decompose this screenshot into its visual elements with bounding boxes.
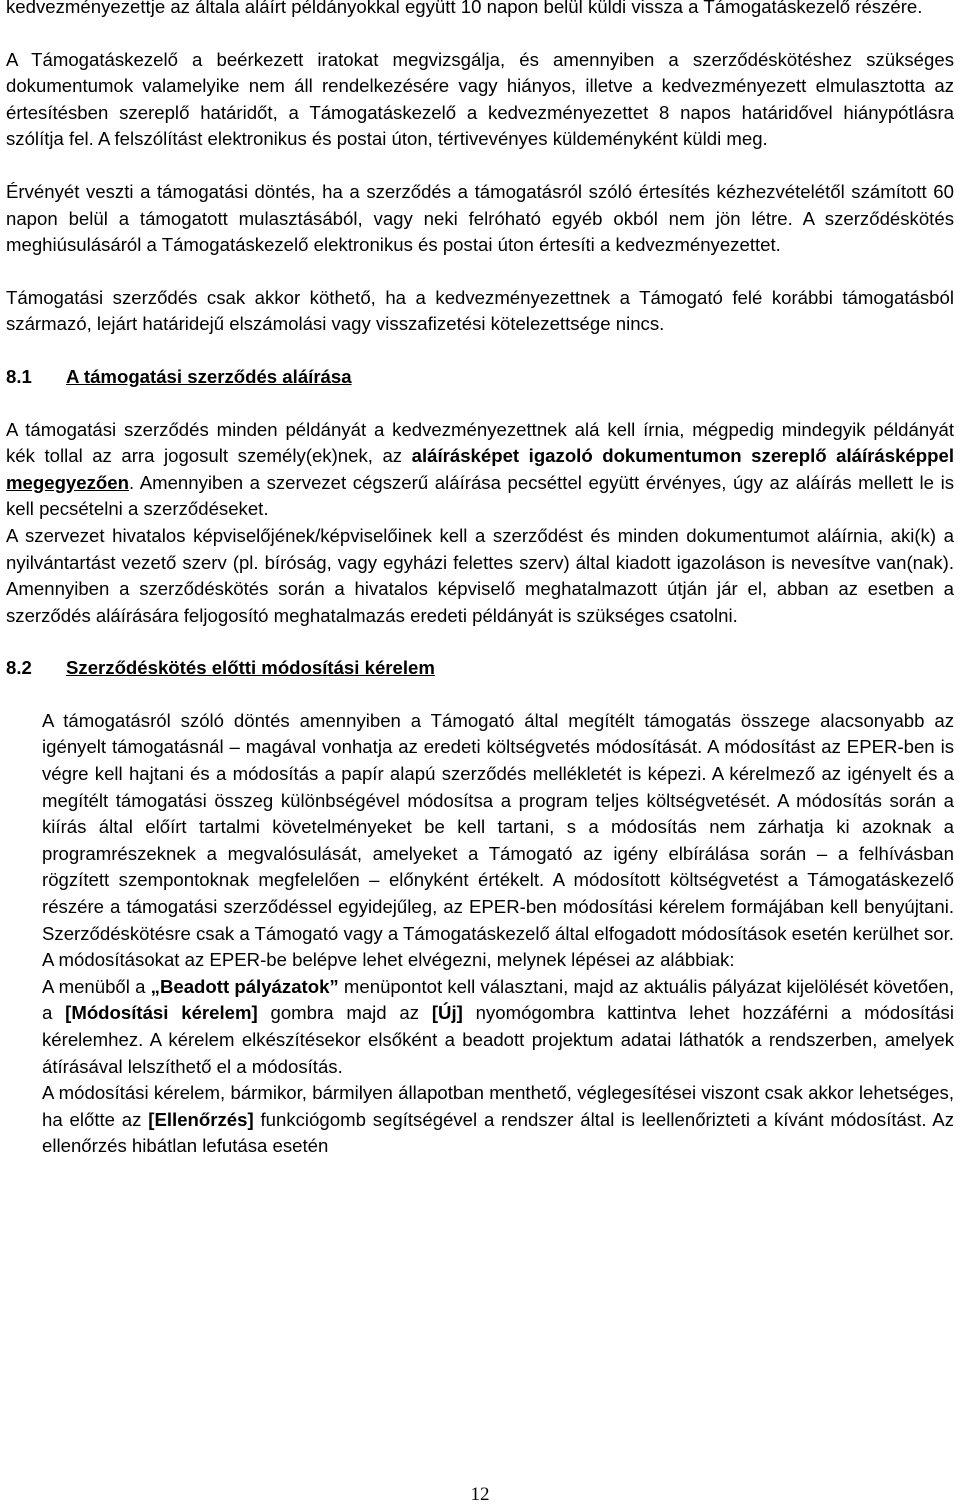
paragraph-decision-void: Érvényét veszti a támogatási döntés, ha a szerződés a támogatásról szóló értesítés kézhezvételétől számított 60 napon belül a támogatott mulasztásából, vagy neki felróható egyéb okból nem jön létre. A szerződéskötés meghiúsulásáról a Támogatáskezelő elektronikus és postai úton értesíti a kedvezményezettet. xyxy=(6,180,954,256)
section-heading-8-1 xyxy=(6,364,954,391)
text-run: A támogatási szerződés minden példányát a kedvezményezettnek alá kell írnia, mégpedig mindegyik példányát kék tollal az arra jogosult személy(ek)nek, az xyxy=(6,418,954,467)
text-run: A menüből a xyxy=(42,975,151,997)
paragraph-menu-steps xyxy=(42,974,954,1080)
bold-underlined-text: megegyezően xyxy=(6,471,129,493)
paragraph-signing-copies xyxy=(6,417,954,523)
button-name-text: [Módosítási kérelem] xyxy=(65,1002,258,1024)
page-number: 12 xyxy=(470,1484,490,1505)
section-number: 8.2 xyxy=(6,657,32,679)
section-8-2-body xyxy=(0,708,960,1160)
text-run: funkciógomb segítségével a rendszer által is leellenőrizteti a kívánt módosítást. Az ellenőrzés hibátlan lefutása esetén xyxy=(42,1108,954,1157)
text-run: menüpontot kell választani, majd az aktuális pályázat kijelölését követően, a xyxy=(42,975,954,1024)
paragraph-budget-modification: A támogatásról szóló döntés amennyiben a Támogató által megítélt támogatás összege alacsonyabb az igényelt támogatásnál – magával vonhatja az eredeti költségvetés módosítását. A módosítást az EPER-ben is végre kell hajtani és a módosítás a papír alapú szerződés mellékletét is képezi. A kérelmező az igényelt és a megítélt támogatási összeg különbségével módosítsa a program teljes költségvetését. A módosítás során a kiírás által előírt tartalmi követelményeket be kell tartani, s a módosítás nem zárhatja ki azoknak a programrészeknek a megvalósulását, amelyeket a Támogató az igény elbírálása során – a felhívásban rögzített szempontoknak megfelelően – előnyként értékelt. A módosított költségvetést a Támogatáskezelő részére a támogatási szerződéssel egyidejűleg, az EPER-ben módosítási kérelem formájában kell benyújtani. Szerződéskötésre csak a Támogató vagy a Támogatáskezelő által elfogadott módosítások esetén kerülhet sor. xyxy=(42,709,954,944)
paragraph-save-and-check xyxy=(42,1080,954,1160)
paragraph-contract-condition: Támogatási szerződés csak akkor köthető, ha a kedvezményezettnek a Támogató felé korábbi támogatásból származó, lejárt határidejű elszámolási vagy visszafizetési kötelezettsége nincs. xyxy=(6,286,954,335)
section-number: 8.1 xyxy=(6,365,32,387)
paragraph-eper-steps-intro: A módosításokat az EPER-be belépve lehet elvégezni, melynek lépései az alábbiak: xyxy=(42,949,735,971)
button-name-text: [Ellenőrzés] xyxy=(148,1108,254,1130)
bold-text: aláírásképet igazoló dokumentumon szereplő aláírásképpel xyxy=(411,445,954,467)
button-name-text: [Új] xyxy=(431,1002,463,1024)
section-title: Szerződéskötés előtti módosítási kérelem xyxy=(66,657,435,679)
paragraph-official-representative: A szervezet hivatalos képviselőjének/képviselőinek kell a szerződést és minden dokumentumot aláírnia, aki(k) a nyilvántartást vezető szerv (pl. bíróság, vagy egyházi felettes szerv) által kiadott igazoláson is nevesítve van(nak). Amennyiben a szerződéskötés során a hivatalos képviselő meghatalmazott útján jár el, abban az esetben a szerződés aláírására feljogosító meghatalmazás eredeti példányát is szükséges csatolni. xyxy=(6,524,954,626)
section-heading-8-2 xyxy=(6,655,954,682)
paragraph-return-copies: kedvezményezettje az általa aláírt példányokkal együtt 10 napon belül küldi vissza a Támogatáskezelő részére. xyxy=(6,0,923,17)
menu-name-text: „Beadott pályázatok” xyxy=(150,975,339,997)
paragraph-document-check: A Támogatáskezelő a beérkezett iratokat megvizsgálja, és amennyiben a szerződéskötéshez szükséges dokumentumok valamelyike nem áll rendelkezésére vagy hiányos, illetve a kedvezményezett elmulasztotta az értesítésben szereplő határidőt, a Támogatáskezelő a kedvezményezettet 8 napos határidővel hiánypótlásra szólítja fel. A felszólítást elektronikus és postai úton, tértivevényes küldeményként küldi meg. xyxy=(6,48,954,150)
text-run: nyomógombra kattintva lehet hozzáférni a módosítási kérelemhez. A kérelem elkészítésekor elsőként a beadott projektum adatai láthatók a rendszerben, amelyek átírásával lelszíthető el a módosítás. xyxy=(42,1002,954,1077)
section-title: A támogatási szerződés aláírása xyxy=(66,365,352,387)
text-run: A módosítási kérelem, bármikor, bármilyen állapotban menthető, véglegesítései viszont csak akkor lehetséges, ha előtte az xyxy=(42,1082,954,1130)
text-run: . Amennyiben a szervezet cégszerű aláírása pecséttel együtt érvényes, úgy az aláírás mellett le is kell pecsételni a szerződéseket. xyxy=(6,471,954,520)
text-run: gombra majd az xyxy=(257,1002,432,1024)
